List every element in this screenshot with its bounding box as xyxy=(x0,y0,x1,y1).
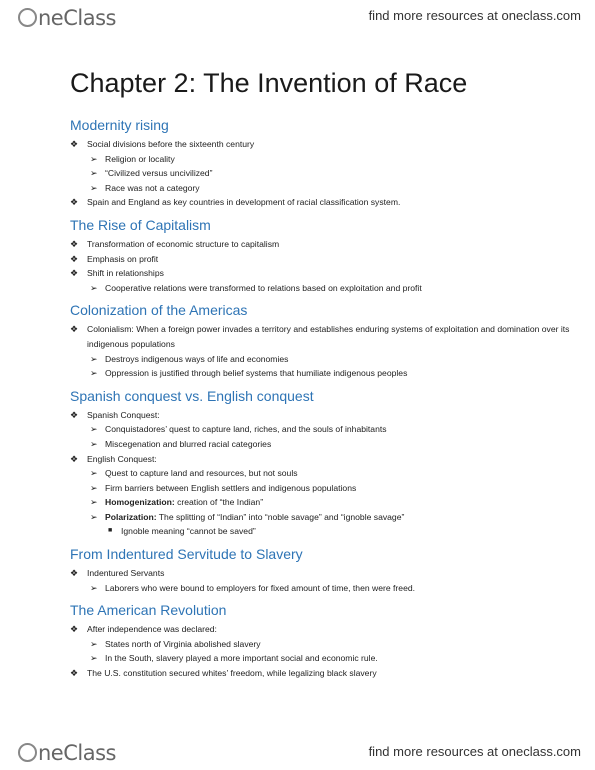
diamond-bullet-icon: ❖ xyxy=(70,268,79,279)
bullet-text: Firm barriers between English settlers and indigenous populations xyxy=(105,482,357,493)
bullet-text: In the South, slavery played a more important social and economic rule. xyxy=(105,653,378,664)
bullet-text: Race was not a category xyxy=(105,182,200,193)
page-title: Chapter 2: The Invention of Race xyxy=(70,68,468,98)
bullet-item-level-2 xyxy=(70,637,570,652)
section xyxy=(70,546,570,595)
bullet-text: Spain and England as key countries in development of racial classification system. xyxy=(87,197,401,208)
arrow-bullet-icon: ➢ xyxy=(90,182,98,193)
diamond-bullet-icon: ❖ xyxy=(70,453,79,464)
bullet-text: creation of “the Indian” xyxy=(174,497,264,508)
bullet-item-level-1 xyxy=(70,195,570,210)
bullet-text: Quest to capture land and resources, but not souls xyxy=(105,468,298,479)
bullet-text: Indentured Servants xyxy=(87,568,165,579)
arrow-bullet-icon: ➢ xyxy=(90,282,98,293)
arrow-bullet-icon: ➢ xyxy=(90,482,98,493)
bullet-text: Shift in relationships xyxy=(87,268,164,279)
arrow-bullet-icon: ➢ xyxy=(90,582,98,593)
bullet-text: The U.S. constitution secured whites’ freedom, while legalizing black slavery xyxy=(87,668,377,679)
bullet-text: Religion or locality xyxy=(105,153,175,164)
diamond-bullet-icon: ❖ xyxy=(70,139,79,149)
oneclass-logo-bottom[interactable]: neClass xyxy=(18,741,116,765)
resources-link-bottom[interactable]: find more resources at oneclass.com xyxy=(368,744,581,759)
bullet-text: States north of Virginia abolished slavery xyxy=(105,638,261,649)
square-bullet-icon: ■ xyxy=(108,527,113,535)
bullet-text: Miscegenation and blurred racial categories xyxy=(105,438,272,449)
bullet-item-level-2 xyxy=(70,581,570,596)
bullet-text: Transformation of economic structure to capitalism xyxy=(87,238,280,249)
bullet-item-level-1 xyxy=(70,666,570,681)
bullet-item-level-2 xyxy=(70,422,570,437)
resources-link-top[interactable]: find more resources at oneclass.com xyxy=(368,8,581,23)
bullet-text: “Civilized versus uncivilized” xyxy=(105,168,213,179)
bullet-item-level-1 xyxy=(70,408,570,423)
diamond-bullet-icon: ❖ xyxy=(70,668,79,679)
section-heading: The American Revolution xyxy=(70,602,227,619)
bullet-text: The splitting of “Indian” into “noble savage” and “ignoble savage” xyxy=(156,511,405,522)
bullet-item-level-1 xyxy=(70,452,570,467)
bullet-item-level-2 xyxy=(70,352,570,367)
bullet-text: Ignoble meaning “cannot be saved” xyxy=(121,526,256,537)
bullet-text: After independence was declared: xyxy=(87,624,217,635)
term-label: Polarization: xyxy=(105,511,157,522)
bullet-item-level-2 xyxy=(70,466,570,481)
section xyxy=(70,388,570,539)
bullet-item-level-2 xyxy=(70,166,570,181)
logo-circle-icon xyxy=(18,8,37,27)
section xyxy=(70,217,570,295)
bullet-item-level-2 xyxy=(70,152,570,167)
bullet-item-level-1 xyxy=(70,322,570,351)
bullet-text: Cooperative relations were transformed to relations based on exploitation and profit xyxy=(105,282,422,293)
bullet-item-level-2 xyxy=(70,281,570,296)
arrow-bullet-icon: ➢ xyxy=(90,153,98,164)
bullet-item-level-1 xyxy=(70,566,570,581)
bullet-item-level-1 xyxy=(70,137,570,152)
section-heading: Colonization of the Americas xyxy=(70,302,248,319)
document-body xyxy=(70,117,570,688)
bullet-item-level-1 xyxy=(70,266,570,281)
arrow-bullet-icon: ➢ xyxy=(90,638,98,649)
arrow-bullet-icon: ➢ xyxy=(90,468,98,479)
diamond-bullet-icon: ❖ xyxy=(70,568,79,579)
diamond-bullet-icon: ❖ xyxy=(70,238,79,249)
section xyxy=(70,117,570,210)
bullet-item-level-2 xyxy=(70,651,570,666)
bullet-text: Emphasis on profit xyxy=(87,253,159,264)
oneclass-logo-top[interactable]: neClass xyxy=(18,6,116,30)
bullet-item-level-2 xyxy=(70,510,570,525)
bullet-text: English Conquest: xyxy=(87,453,157,464)
term-label: Homogenization: xyxy=(105,497,175,508)
arrow-bullet-icon: ➢ xyxy=(90,511,98,522)
bullet-item-level-3 xyxy=(70,524,570,539)
bullet-text: Oppression is justified through belief systems that humiliate indigenous peoples xyxy=(105,368,408,379)
section-heading: From Indentured Servitude to Slavery xyxy=(70,546,303,563)
bullet-item-level-2 xyxy=(70,437,570,452)
section-heading: Modernity rising xyxy=(70,117,169,133)
bullet-item-level-1 xyxy=(70,237,570,252)
diamond-bullet-icon: ❖ xyxy=(70,253,79,264)
diamond-bullet-icon: ❖ xyxy=(70,324,79,335)
section xyxy=(70,302,570,380)
section-heading: The Rise of Capitalism xyxy=(70,216,211,233)
diamond-bullet-icon: ❖ xyxy=(70,624,79,635)
bullet-item-level-1 xyxy=(70,252,570,267)
section xyxy=(70,602,570,680)
bullet-text: Colonialism: When a foreign power invades a territory and establishes enduring systems of exploitation and domination over its indigenous populations xyxy=(87,324,570,349)
bullet-text: Destroys indigenous ways of life and economies xyxy=(105,353,289,364)
bullet-item-level-2 xyxy=(70,495,570,510)
bullet-text: Conquistadores’ quest to capture land, riches, and the souls of inhabitants xyxy=(105,424,387,435)
arrow-bullet-icon: ➢ xyxy=(90,653,98,664)
arrow-bullet-icon: ➢ xyxy=(90,353,98,364)
bullet-item-level-2 xyxy=(70,366,570,381)
bullet-item-level-2 xyxy=(70,181,570,196)
bullet-text: Social divisions before the sixteenth century xyxy=(87,139,255,149)
bullet-item-level-1 xyxy=(70,622,570,637)
arrow-bullet-icon: ➢ xyxy=(90,438,98,449)
arrow-bullet-icon: ➢ xyxy=(90,168,98,179)
diamond-bullet-icon: ❖ xyxy=(70,197,79,208)
arrow-bullet-icon: ➢ xyxy=(90,368,98,379)
bullet-item-level-2 xyxy=(70,481,570,496)
section-heading: Spanish conquest vs. English conquest xyxy=(70,387,314,404)
bullet-text: Spanish Conquest: xyxy=(87,409,160,420)
diamond-bullet-icon: ❖ xyxy=(70,409,79,420)
bullet-text: Laborers who were bound to employers for fixed amount of time, then were freed. xyxy=(105,582,416,593)
arrow-bullet-icon: ➢ xyxy=(90,424,98,435)
arrow-bullet-icon: ➢ xyxy=(90,497,98,508)
logo-circle-icon xyxy=(18,743,37,762)
